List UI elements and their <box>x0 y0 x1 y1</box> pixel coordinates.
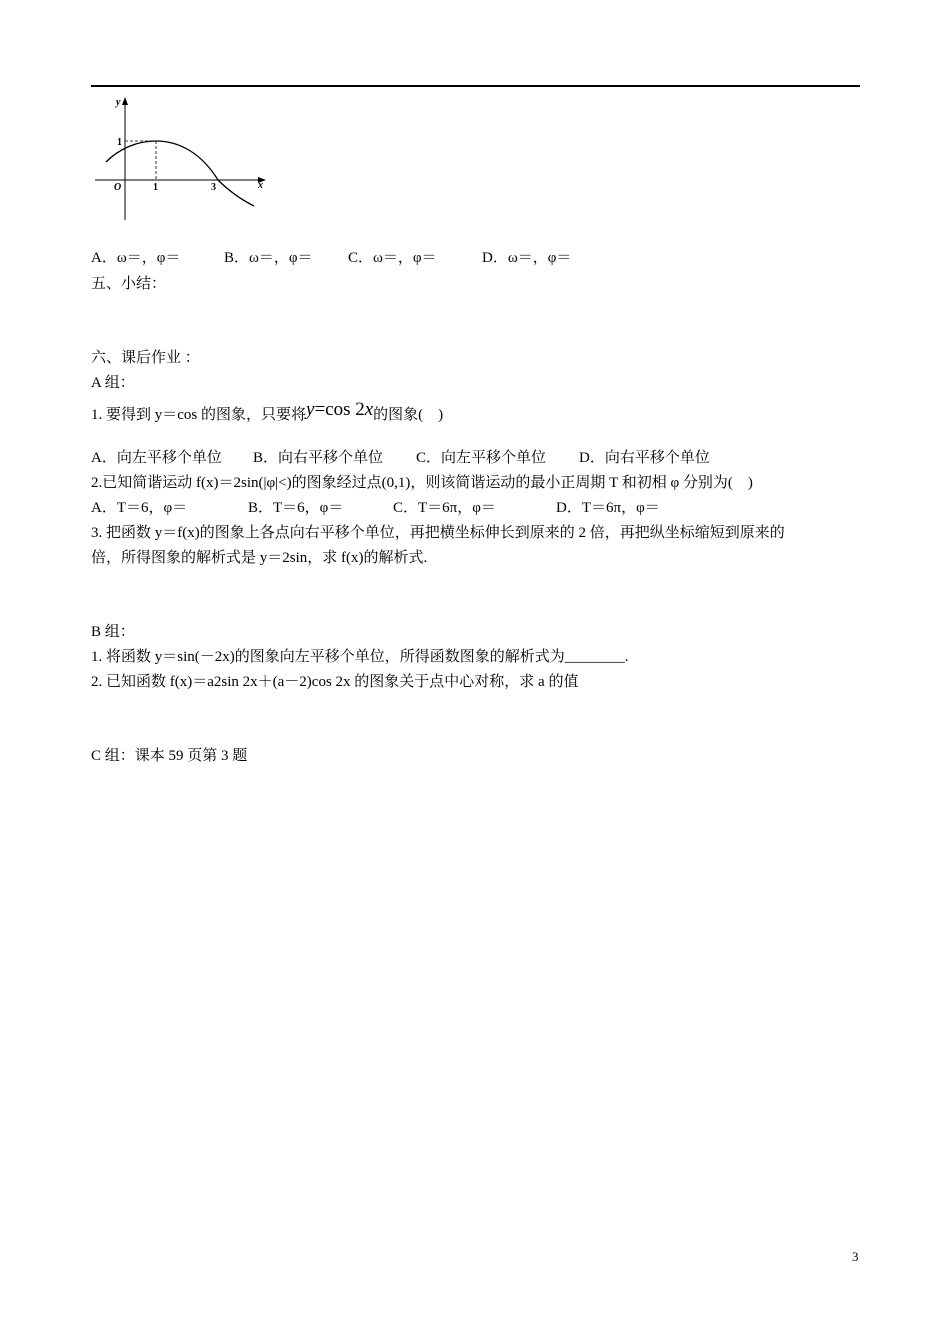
q0-option-d: D．ω＝，φ＝ <box>482 250 572 266</box>
group-a-q1 <box>91 399 444 425</box>
function-graph-figure <box>90 92 270 222</box>
x-tick-1: 1 <box>153 182 158 193</box>
group-a-q2: 2.已知简谐运动 f(x)＝2sin(|φ|<)的图象经过点(0,1)，则该简谐运动的最小正周期 T 和初相 φ 分别为( ) <box>91 475 753 491</box>
q0-option-a: A．ω＝，φ＝ <box>91 250 181 266</box>
function-graph-svg <box>90 92 270 222</box>
a-q1-option-d: D．向右平移个单位 <box>579 450 710 466</box>
group-a-q1-suffix: 的图象( ) <box>373 407 444 423</box>
formula-y-cos2x <box>306 399 373 420</box>
section5-title: 五、小结： <box>91 276 167 292</box>
group-a-q3-line2: 倍，所得图象的解析式是 y＝2sin，求 f(x)的解析式. <box>91 550 428 566</box>
y-axis-label: y <box>116 97 121 108</box>
a-q2-option-c: C．T＝6π，φ＝ <box>393 500 496 516</box>
origin-label: O <box>114 182 122 193</box>
group-b-q1: 1. 将函数 y＝sin(－2x)的图象向左平移个单位，所得函数图象的解析式为________. <box>91 649 629 665</box>
sine-curve <box>106 141 254 206</box>
group-a-q2-options <box>91 498 660 518</box>
a-q2-option-b: B．T＝6，φ＝ <box>248 500 344 516</box>
formula-y: y <box>306 399 315 420</box>
x-tick-3: 3 <box>211 182 216 193</box>
q0-option-c: C．ω＝，φ＝ <box>348 250 437 266</box>
a-q1-option-b: B．向右平移个单位 <box>253 450 384 466</box>
y-axis-arrow <box>122 97 128 105</box>
q0-options-row <box>91 248 571 268</box>
group-a-q1-prefix: 1. 要得到 y＝cos 的图象，只要将 <box>91 407 306 423</box>
group-b-q2: 2. 已知函数 f(x)＝a2sin 2x＋(a－2)cos 2x 的图象关于点中心对称，求 a 的值 <box>91 674 579 690</box>
header-rule <box>91 85 860 87</box>
formula-cos: cos 2 <box>325 399 365 420</box>
x-axis-label: x <box>258 180 263 191</box>
page-number: 3 <box>852 1249 859 1264</box>
formula-eq: = <box>314 399 326 420</box>
group-c-text: C 组：课本 59 页第 3 题 <box>91 748 248 764</box>
formula-x: x <box>364 399 374 420</box>
group-a-q1-options <box>91 448 710 468</box>
group-b-title: B 组： <box>91 624 135 640</box>
a-q1-option-a: A．向左平移个单位 <box>91 450 222 466</box>
a-q1-option-c: C．向左平移个单位 <box>416 450 547 466</box>
a-q2-option-d: D．T＝6π，φ＝ <box>556 500 660 516</box>
group-a-q3-line1: 3. 把函数 y＝f(x)的图象上各点向右平移个单位，再把横坐标伸长到原来的 2 倍，再把纵坐标缩短到原来的 <box>91 525 785 541</box>
y-tick-1: 1 <box>117 137 122 148</box>
group-a-title: A 组： <box>91 375 135 391</box>
section6-title: 六、课后作业 ： <box>91 350 200 366</box>
q0-option-b: B．ω＝，φ＝ <box>224 250 313 266</box>
a-q2-option-a: A．T＝6，φ＝ <box>91 500 188 516</box>
